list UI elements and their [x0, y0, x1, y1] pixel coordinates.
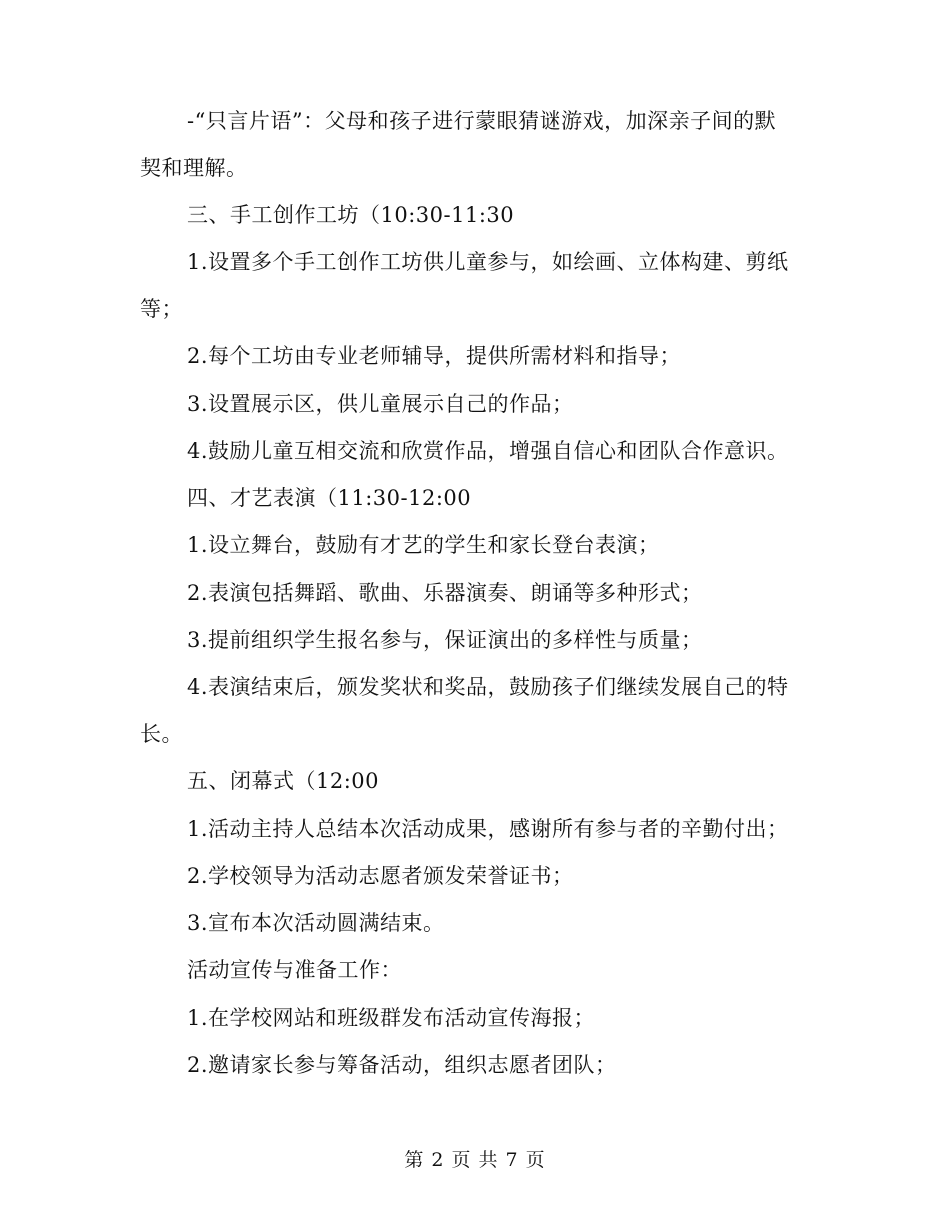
paragraph-line: 1.活动主持人总结本次活动成果，感谢所有参与者的辛勤付出； — [187, 817, 789, 841]
section-heading: 五、闭幕式（12:00 — [187, 769, 380, 793]
paragraph-line: 2.学校领导为活动志愿者颁发荣誉证书； — [187, 864, 574, 888]
paragraph-line: 1.设置多个手工创作工坊供儿童参与，如绘画、立体构建、剪纸 — [187, 250, 789, 274]
paragraph-line: 4.表演结束后，颁发奖状和奖品，鼓励孩子们继续发展自己的特 — [187, 675, 789, 699]
paragraph-line: 1.设立舞台，鼓励有才艺的学生和家长登台表演； — [187, 533, 660, 557]
paragraph-line: 契和理解。 — [140, 156, 248, 180]
section-heading: 四、才艺表演（11:30-12:00 — [187, 486, 472, 510]
section-heading: 三、手工创作工坊（10:30-11:30 — [187, 203, 515, 227]
page-number-footer: 第 2 页 共 7 页 — [404, 1149, 546, 1171]
paragraph-line: 2.每个工坊由专业老师辅导，提供所需材料和指导； — [187, 344, 682, 368]
paragraph-line: -“只言片语”：父母和孩子进行蒙眼猜谜游戏，加深亲子间的默 — [187, 109, 777, 133]
paragraph-line: 3.设置展示区，供儿童展示自己的作品； — [187, 392, 574, 416]
paragraph-line: 长。 — [140, 722, 183, 746]
paragraph-line: 等； — [140, 297, 183, 321]
section-heading: 活动宣传与准备工作： — [187, 958, 402, 982]
paragraph-line: 2.邀请家长参与筹备活动，组织志愿者团队； — [187, 1053, 617, 1077]
paragraph-line: 4.鼓励儿童互相交流和欣赏作品，增强自信心和团队合作意识。 — [187, 439, 789, 463]
paragraph-line: 2.表演包括舞蹈、歌曲、乐器演奏、朗诵等多种形式； — [187, 581, 703, 605]
paragraph-line: 3.宣布本次活动圆满结束。 — [187, 911, 445, 935]
paragraph-line: 3.提前组织学生报名参与，保证演出的多样性与质量； — [187, 628, 703, 652]
paragraph-line: 1.在学校网站和班级群发布活动宣传海报； — [187, 1006, 596, 1030]
